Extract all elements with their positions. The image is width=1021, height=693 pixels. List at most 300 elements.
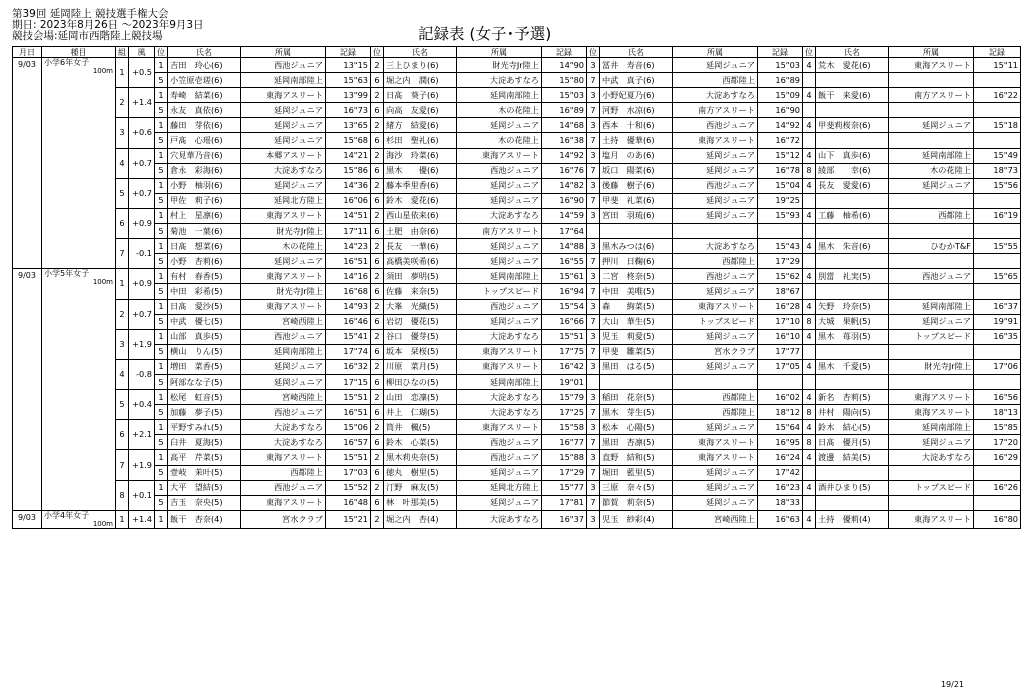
athlete-name: 荒木 愛花(6) xyxy=(816,58,889,73)
athlete-name: 川原 菜月(5) xyxy=(384,359,457,374)
place: 2 xyxy=(371,118,384,133)
place: 6 xyxy=(371,133,384,148)
athlete-name: 飯干 来愛(6) xyxy=(816,88,889,103)
record-time: 14"16 xyxy=(326,269,371,284)
team-name: 南方アスリート xyxy=(457,224,542,239)
record-time: 16"63 xyxy=(758,510,803,528)
place: 1 xyxy=(155,480,168,495)
heat-number: 5 xyxy=(116,178,129,208)
place: 6 xyxy=(371,163,384,178)
heat-number: 8 xyxy=(116,480,129,510)
athlete-name: 林 叶那美(5) xyxy=(384,495,457,510)
team-name: 木の花陸上 xyxy=(889,163,974,178)
record-time: 14"92 xyxy=(542,148,587,163)
athlete-name xyxy=(600,224,673,239)
athlete-name xyxy=(816,495,889,510)
record-time: 15"63 xyxy=(326,73,371,88)
heat-number: 2 xyxy=(116,299,129,329)
record-time: 15"11 xyxy=(974,58,1021,73)
place xyxy=(803,374,816,389)
place: 6 xyxy=(371,344,384,359)
team-name: 延岡ジュニア xyxy=(241,118,326,133)
place: 2 xyxy=(371,148,384,163)
record-time: 15"79 xyxy=(542,390,587,405)
team-name: 延岡南部陸上 xyxy=(889,299,974,314)
record-time: 15"56 xyxy=(974,178,1021,193)
column-header: 位 xyxy=(155,47,168,58)
team-name: 大淀あすなろ xyxy=(241,163,326,178)
team-name: 大淀あすなろ xyxy=(457,73,542,88)
team-name: 延岡ジュニア xyxy=(673,480,758,495)
heat-number: 4 xyxy=(116,148,129,178)
team-name: 宮崎西陸上 xyxy=(673,510,758,528)
place: 7 xyxy=(587,103,600,118)
place: 2 xyxy=(371,299,384,314)
athlete-name: 寿崎 結菜(6) xyxy=(168,88,241,103)
column-header: 氏名 xyxy=(600,47,673,58)
athlete-name: 鈴木 結心(5) xyxy=(816,420,889,435)
table-row xyxy=(13,390,1021,405)
column-header: 位 xyxy=(371,47,384,58)
record-time: 16"73 xyxy=(326,103,371,118)
place: 1 xyxy=(155,208,168,223)
record-time: 15"03 xyxy=(542,88,587,103)
wind-reading: +0.7 xyxy=(129,178,155,208)
team-name: 東海アスリート xyxy=(673,299,758,314)
team-name: 延岡ジュニア xyxy=(241,103,326,118)
record-time: 17"29 xyxy=(758,254,803,269)
team-name: トップスピード xyxy=(889,480,974,495)
event-date: 9/03 xyxy=(13,510,42,528)
place: 8 xyxy=(803,405,816,420)
team-name: 延岡南部陸上 xyxy=(457,269,542,284)
athlete-name: 日髙 優月(5) xyxy=(816,435,889,450)
record-time: 16"55 xyxy=(542,254,587,269)
team-name: 延岡ジュニア xyxy=(673,148,758,163)
column-header: 月日 xyxy=(13,47,42,58)
record-time: 15"41 xyxy=(326,329,371,344)
place: 1 xyxy=(155,420,168,435)
table-row xyxy=(13,435,1021,450)
place: 6 xyxy=(371,224,384,239)
table-row xyxy=(13,193,1021,208)
athlete-name: 飯干 杏奈(4) xyxy=(168,510,241,528)
place: 1 xyxy=(155,510,168,528)
athlete-name: 横山 りん(5) xyxy=(168,344,241,359)
record-time: 16"24 xyxy=(758,450,803,465)
team-name: トップスピード xyxy=(673,314,758,329)
event-name xyxy=(42,58,116,269)
record-time: 16"66 xyxy=(542,314,587,329)
athlete-name: 河野 水凉(6) xyxy=(600,103,673,118)
table-row xyxy=(13,269,1021,284)
place: 3 xyxy=(587,208,600,223)
team-name: 東海アスリート xyxy=(889,58,974,73)
place: 7 xyxy=(587,465,600,480)
place: 1 xyxy=(155,118,168,133)
place xyxy=(587,374,600,389)
record-time: 17"77 xyxy=(758,344,803,359)
record-time: 16"19 xyxy=(974,208,1021,223)
record-time: 16"89 xyxy=(542,103,587,118)
place: 5 xyxy=(155,254,168,269)
team-name: 延岡ジュニア xyxy=(457,314,542,329)
place xyxy=(803,224,816,239)
place: 1 xyxy=(155,269,168,284)
record-time: 15"58 xyxy=(542,420,587,435)
place: 4 xyxy=(803,178,816,193)
team-name: 西池ジュニア xyxy=(457,435,542,450)
athlete-name: 倉永 彩海(6) xyxy=(168,163,241,178)
team-name: 東海アスリート xyxy=(241,88,326,103)
place: 4 xyxy=(803,118,816,133)
record-time: 16"29 xyxy=(974,450,1021,465)
record-time: 15"86 xyxy=(326,163,371,178)
athlete-name: 壹岐 茉叶(5) xyxy=(168,465,241,480)
athlete-name: 大城 果帆(5) xyxy=(816,314,889,329)
team-name: 東海アスリート xyxy=(241,495,326,510)
athlete-name: 押川 日鞠(6) xyxy=(600,254,673,269)
athlete-name: 藤本季里香(6) xyxy=(384,178,457,193)
athlete-name: 新名 杏莉(5) xyxy=(816,390,889,405)
record-time xyxy=(974,374,1021,389)
record-time: 16"10 xyxy=(758,329,803,344)
place: 4 xyxy=(803,480,816,495)
record-time: 14"23 xyxy=(326,239,371,254)
wind-reading: +0.4 xyxy=(129,390,155,420)
athlete-name: 節賀 莉奈(5) xyxy=(600,495,673,510)
column-header: 氏名 xyxy=(384,47,457,58)
table-row xyxy=(13,299,1021,314)
athlete-name xyxy=(816,73,889,88)
team-name: 東海アスリート xyxy=(889,390,974,405)
record-time xyxy=(974,133,1021,148)
record-time: 15"65 xyxy=(974,269,1021,284)
wind-reading: +0.9 xyxy=(129,269,155,299)
place: 1 xyxy=(155,239,168,254)
team-name: 西池ジュニア xyxy=(673,178,758,193)
heat-number: 6 xyxy=(116,420,129,450)
record-time xyxy=(974,495,1021,510)
athlete-name: 徳丸 樹里(5) xyxy=(384,465,457,480)
record-time: 19"91 xyxy=(974,314,1021,329)
team-name: 西都陸上 xyxy=(673,390,758,405)
record-time: 16"35 xyxy=(974,329,1021,344)
place: 2 xyxy=(371,510,384,528)
athlete-name: 小笠原壱瑳(6) xyxy=(168,73,241,88)
record-time: 13"99 xyxy=(326,88,371,103)
record-time: 15"03 xyxy=(758,58,803,73)
team-name: 東海アスリート xyxy=(889,405,974,420)
place xyxy=(803,284,816,299)
record-time: 15"09 xyxy=(758,88,803,103)
team-name: 財光寺Jr陸上 xyxy=(889,359,974,374)
place: 3 xyxy=(587,88,600,103)
team-name: 延岡ジュニア xyxy=(673,465,758,480)
event-name xyxy=(42,269,116,511)
athlete-name: 稲田 花奈(5) xyxy=(600,390,673,405)
place: 5 xyxy=(155,405,168,420)
athlete-name: 冨井 寿音(6) xyxy=(600,58,673,73)
record-time: 14"92 xyxy=(758,118,803,133)
wind-reading: -0.1 xyxy=(129,239,155,269)
place: 5 xyxy=(155,224,168,239)
place: 3 xyxy=(587,450,600,465)
team-name: 延岡ジュニア xyxy=(457,193,542,208)
record-time: 19"01 xyxy=(542,374,587,389)
record-time: 19"25 xyxy=(758,193,803,208)
athlete-name: 黒木 苺羽(5) xyxy=(816,329,889,344)
athlete-name: 西本 十和(6) xyxy=(600,118,673,133)
athlete-name xyxy=(600,374,673,389)
table-row xyxy=(13,420,1021,435)
place: 6 xyxy=(371,284,384,299)
place: 1 xyxy=(155,88,168,103)
record-time: 16"28 xyxy=(758,299,803,314)
athlete-name: 堀田 藍里(5) xyxy=(600,465,673,480)
record-time xyxy=(974,193,1021,208)
athlete-name: 筒井 楓(5) xyxy=(384,420,457,435)
record-time: 15"04 xyxy=(758,178,803,193)
athlete-name: 甲佐 莉子(6) xyxy=(168,193,241,208)
team-name: 東海アスリート xyxy=(241,299,326,314)
record-time: 15"93 xyxy=(758,208,803,223)
team-name: 延岡南部陸上 xyxy=(241,73,326,88)
event-distance: 100m xyxy=(92,67,113,75)
record-time: 15"21 xyxy=(326,510,371,528)
column-header: 所属 xyxy=(457,47,542,58)
column-header-row xyxy=(13,47,1021,58)
table-row xyxy=(13,118,1021,133)
record-time: 15"54 xyxy=(542,299,587,314)
team-name: 東海アスリート xyxy=(241,450,326,465)
team-name: 東海アスリート xyxy=(673,133,758,148)
place: 5 xyxy=(155,435,168,450)
athlete-name: 児玉 莉愛(5) xyxy=(600,329,673,344)
athlete-name: 黒木 千愛(5) xyxy=(816,359,889,374)
athlete-name: 甲斐 雛菜(5) xyxy=(600,344,673,359)
record-time: 16"89 xyxy=(758,73,803,88)
table-row xyxy=(13,73,1021,88)
place: 2 xyxy=(371,420,384,435)
team-name: 延岡ジュニア xyxy=(241,359,326,374)
record-time: 18"33 xyxy=(758,495,803,510)
team-name: 東海アスリート xyxy=(889,510,974,528)
team-name: 西池ジュニア xyxy=(457,299,542,314)
athlete-name: 坂本 栞桜(5) xyxy=(384,344,457,359)
team-name: 延岡ジュニア xyxy=(673,163,758,178)
team-name xyxy=(889,374,974,389)
athlete-name: 海沙 玲菜(6) xyxy=(384,148,457,163)
place: 3 xyxy=(587,299,600,314)
record-time: 18"13 xyxy=(974,405,1021,420)
athlete-name: 須田 夢明(5) xyxy=(384,269,457,284)
record-time: 17"15 xyxy=(326,374,371,389)
athlete-name: 藤田 芽依(6) xyxy=(168,118,241,133)
event-distance: 100m xyxy=(92,278,113,287)
place: 1 xyxy=(155,148,168,163)
athlete-name: 吉玉 奈央(5) xyxy=(168,495,241,510)
record-time: 16"06 xyxy=(326,193,371,208)
table-row xyxy=(13,178,1021,193)
record-time xyxy=(974,465,1021,480)
team-name: 大淀あすなろ xyxy=(457,390,542,405)
team-name xyxy=(889,133,974,148)
place: 5 xyxy=(155,284,168,299)
athlete-name: 大平 望結(5) xyxy=(168,480,241,495)
event-date: 9/03 xyxy=(13,58,42,269)
athlete-name xyxy=(816,284,889,299)
record-time: 16"37 xyxy=(542,510,587,528)
heat-number: 7 xyxy=(116,239,129,269)
record-time: 13"15 xyxy=(326,58,371,73)
team-name: 延岡ジュニア xyxy=(457,178,542,193)
team-name: 西池ジュニア xyxy=(673,118,758,133)
table-row xyxy=(13,510,1021,528)
heat-number: 4 xyxy=(116,359,129,389)
athlete-name: 黒木みつは(6) xyxy=(600,239,673,254)
record-time: 15"18 xyxy=(974,118,1021,133)
athlete-name: 工藤 柚希(6) xyxy=(816,208,889,223)
record-time: 16"76 xyxy=(542,163,587,178)
athlete-name: 柳田ひなの(5) xyxy=(384,374,457,389)
athlete-name: 吉田 玲心(6) xyxy=(168,58,241,73)
athlete-name: 土持 優莉(4) xyxy=(816,510,889,528)
place: 3 xyxy=(587,510,600,528)
athlete-name: 山部 真歩(5) xyxy=(168,329,241,344)
place: 4 xyxy=(803,269,816,284)
team-name: 西池ジュニア xyxy=(457,450,542,465)
team-name: 大淀あすなろ xyxy=(241,435,326,450)
athlete-name: 小野 柚羽(6) xyxy=(168,178,241,193)
record-time: 14"90 xyxy=(542,58,587,73)
team-name: 東海アスリート xyxy=(673,450,758,465)
record-time: 15"49 xyxy=(974,148,1021,163)
athlete-name: 三上ひまり(6) xyxy=(384,58,457,73)
athlete-name: 岩切 優花(5) xyxy=(384,314,457,329)
team-name: 宮水クラブ xyxy=(241,510,326,528)
athlete-name: 綾部 幸(6) xyxy=(816,163,889,178)
team-name: 延岡ジュニア xyxy=(673,329,758,344)
record-time xyxy=(974,73,1021,88)
team-name xyxy=(673,224,758,239)
athlete-name: 向高 友愛(6) xyxy=(384,103,457,118)
place: 4 xyxy=(803,450,816,465)
heat-number: 5 xyxy=(116,390,129,420)
heat-number: 3 xyxy=(116,329,129,359)
team-name xyxy=(889,344,974,359)
place: 1 xyxy=(155,329,168,344)
athlete-name: 甲斐莉桜奈(6) xyxy=(816,118,889,133)
athlete-name: 塩月 のあ(6) xyxy=(600,148,673,163)
column-header: 風 xyxy=(129,47,155,58)
athlete-name: 井上 仁瑚(5) xyxy=(384,405,457,420)
team-name: 東海アスリート xyxy=(241,208,326,223)
team-name: 木の花陸上 xyxy=(241,239,326,254)
athlete-name: 日髙 葵子(6) xyxy=(384,88,457,103)
record-time: 15"88 xyxy=(542,450,587,465)
table-row xyxy=(13,103,1021,118)
place: 2 xyxy=(371,450,384,465)
place: 7 xyxy=(587,73,600,88)
record-time xyxy=(974,284,1021,299)
place: 6 xyxy=(371,374,384,389)
column-header: 記録 xyxy=(758,47,803,58)
record-time: 13"65 xyxy=(326,118,371,133)
team-name: 大淀あすなろ xyxy=(457,510,542,528)
athlete-name xyxy=(816,465,889,480)
event-title: 小学5年女子 xyxy=(44,269,90,279)
place: 3 xyxy=(587,420,600,435)
place: 4 xyxy=(803,148,816,163)
record-time xyxy=(974,224,1021,239)
athlete-name: 黒木 芽生(5) xyxy=(600,405,673,420)
athlete-name: 黒木 優(6) xyxy=(384,163,457,178)
team-name: 南方アスリート xyxy=(889,88,974,103)
place: 6 xyxy=(371,405,384,420)
athlete-name: 加藤 夢子(5) xyxy=(168,405,241,420)
team-name: ひむかT&F xyxy=(889,239,974,254)
record-time: 15"77 xyxy=(542,480,587,495)
wind-reading: +1.4 xyxy=(129,510,155,528)
athlete-name xyxy=(816,193,889,208)
place: 7 xyxy=(587,314,600,329)
place: 6 xyxy=(371,193,384,208)
team-name: 財光寺Jr陸上 xyxy=(457,58,542,73)
table-row xyxy=(13,495,1021,510)
place: 8 xyxy=(803,163,816,178)
record-time: 17"42 xyxy=(758,465,803,480)
place xyxy=(803,254,816,269)
record-time: 16"72 xyxy=(758,133,803,148)
record-time: 14"21 xyxy=(326,148,371,163)
place: 2 xyxy=(371,269,384,284)
team-name xyxy=(889,495,974,510)
column-header: 記録 xyxy=(326,47,371,58)
record-time: 17"74 xyxy=(326,344,371,359)
athlete-name: 甲斐 礼菜(6) xyxy=(600,193,673,208)
team-name: 大淀あすなろ xyxy=(457,329,542,344)
team-name: 木の花陸上 xyxy=(457,133,542,148)
place xyxy=(803,465,816,480)
place: 6 xyxy=(371,465,384,480)
wind-reading: +0.6 xyxy=(129,118,155,148)
place: 5 xyxy=(155,73,168,88)
record-time: 16"46 xyxy=(326,314,371,329)
place: 1 xyxy=(155,299,168,314)
team-name: 東海アスリート xyxy=(673,435,758,450)
place: 2 xyxy=(371,390,384,405)
team-name: 延岡南部陸上 xyxy=(889,148,974,163)
record-time xyxy=(758,224,803,239)
record-time xyxy=(974,254,1021,269)
athlete-name: 黒田 杏凛(5) xyxy=(600,435,673,450)
team-name: 延岡南部陸上 xyxy=(241,344,326,359)
athlete-name: 土肥 由奈(6) xyxy=(384,224,457,239)
place: 5 xyxy=(155,103,168,118)
place: 6 xyxy=(371,495,384,510)
athlete-name: 戸髙 心瑶(6) xyxy=(168,133,241,148)
record-time xyxy=(974,344,1021,359)
team-name: 延岡北方陸上 xyxy=(241,193,326,208)
place: 5 xyxy=(155,465,168,480)
place: 3 xyxy=(587,329,600,344)
place: 7 xyxy=(587,435,600,450)
wind-reading: +1.9 xyxy=(129,450,155,480)
place: 5 xyxy=(155,344,168,359)
record-time: 16"42 xyxy=(542,359,587,374)
team-name: 延岡南部陸上 xyxy=(457,88,542,103)
